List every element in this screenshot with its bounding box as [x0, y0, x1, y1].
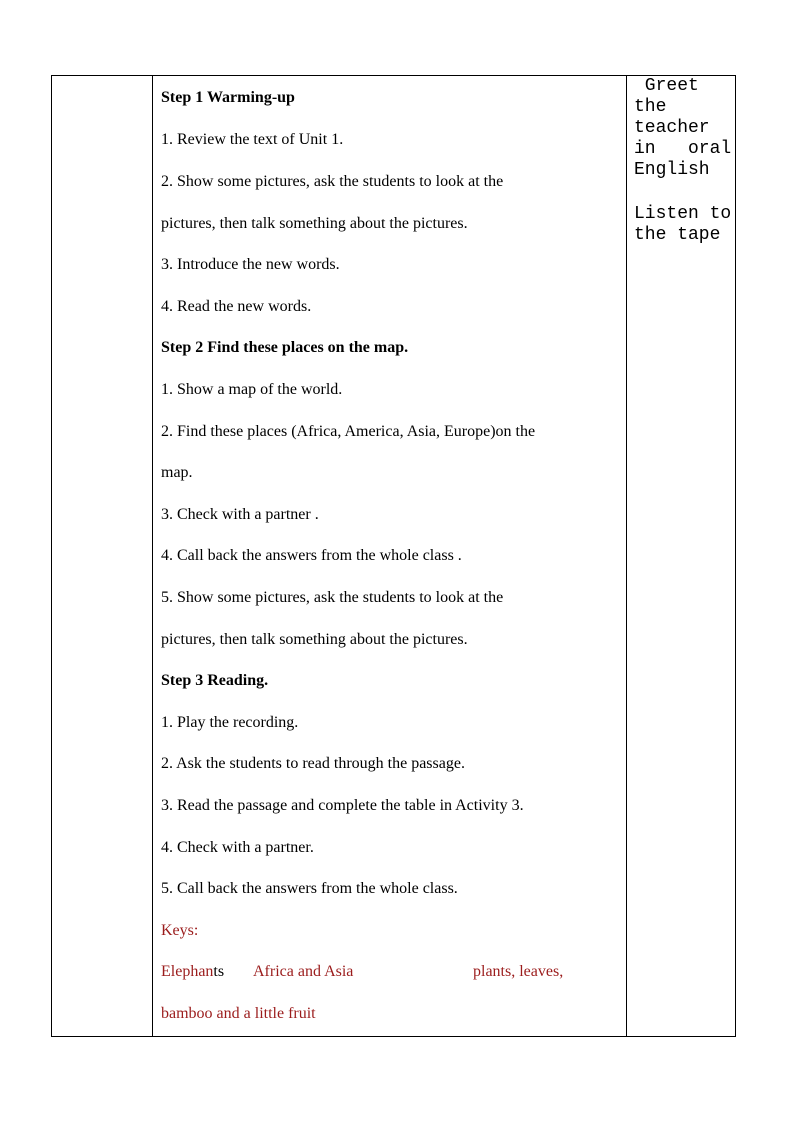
keys-food-line1: plants, leaves,	[473, 963, 564, 980]
step2-item-1: 1. Show a map of the world.	[161, 381, 343, 398]
keys-food-line2: bamboo and a little fruit	[161, 1005, 316, 1022]
step1-title: Step 1 Warming-up	[161, 89, 295, 106]
step2-item-5: 5. Show some pictures, ask the students to look at the	[161, 589, 504, 606]
student-activity-line-2: the	[634, 97, 667, 117]
keys-animal-red: Elephan	[161, 963, 214, 980]
student-activity-line-4: in oral	[634, 139, 732, 159]
student-activity-line-7: Listen to	[634, 204, 732, 224]
teaching-procedure-column	[153, 76, 627, 1036]
step2-item-4: 4. Call back the answers from the whole class .	[161, 547, 462, 564]
keys-label: Keys:	[161, 922, 199, 939]
step1-item-1: 1. Review the text of Unit 1.	[161, 131, 344, 148]
step3-item-3: 3. Read the passage and complete the table in Activity 3.	[161, 797, 524, 814]
step2-item-2: 2. Find these places (Africa, America, Asia, Europe)on the	[161, 423, 536, 440]
step2-item-5-cont: pictures, then talk something about the pictures.	[161, 631, 468, 648]
student-activity-line-1: Greet	[634, 76, 699, 96]
step2-item-2-cont: map.	[161, 464, 193, 481]
step2-item-3: 3. Check with a partner .	[161, 506, 319, 523]
lesson-plan-table	[51, 75, 736, 1037]
step1-item-4: 4. Read the new words.	[161, 298, 312, 315]
step1-item-2: 2. Show some pictures, ask the students to look at the	[161, 173, 504, 190]
step3-item-2: 2. Ask the students to read through the passage.	[161, 755, 465, 772]
student-activity-line-5: English	[634, 160, 710, 180]
step3-title: Step 3 Reading.	[161, 672, 269, 689]
step1-item-3: 3. Introduce the new words.	[161, 256, 340, 273]
student-activity-column	[627, 76, 735, 1036]
step3-item-1: 1. Play the recording.	[161, 714, 299, 731]
step2-title: Step 2 Find these places on the map.	[161, 339, 409, 356]
keys-animal-black: ts	[213, 963, 225, 980]
stage-column	[52, 76, 153, 1036]
student-activity-line-3: teacher	[634, 118, 710, 138]
step1-item-2-cont: pictures, then talk something about the pictures.	[161, 215, 468, 232]
keys-place: Africa and Asia	[253, 963, 354, 980]
student-activity-line-8: the tape	[634, 225, 721, 245]
step3-item-5: 5. Call back the answers from the whole class.	[161, 880, 458, 897]
step3-item-4: 4. Check with a partner.	[161, 839, 314, 856]
